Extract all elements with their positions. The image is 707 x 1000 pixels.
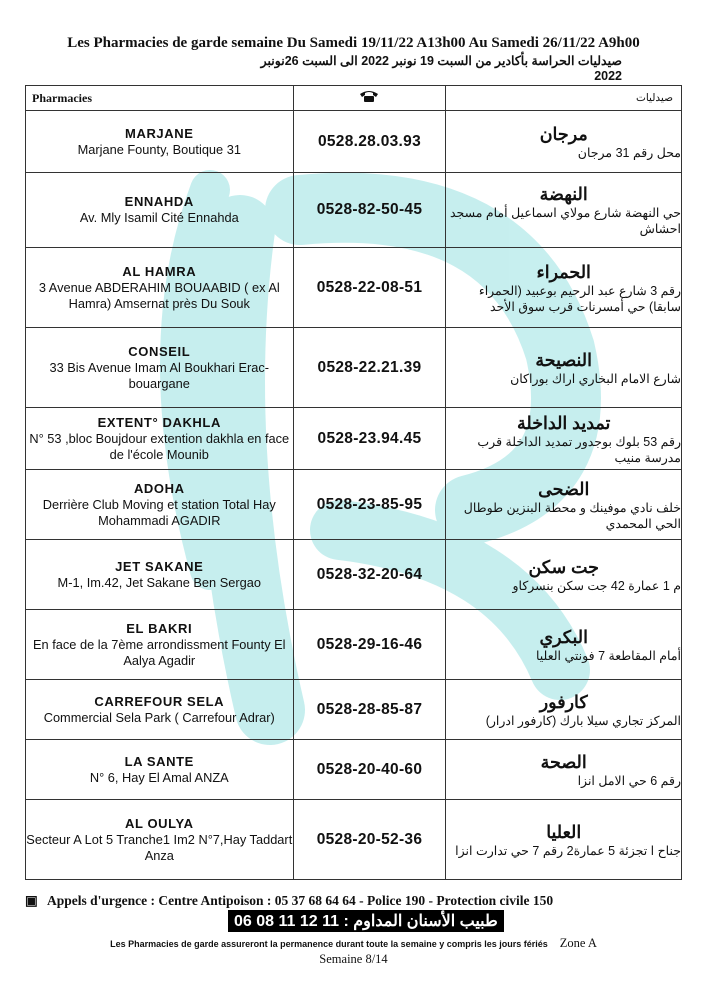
week-label: Semaine 8/14: [319, 952, 388, 966]
column-header-pharmacies: Pharmacies: [26, 86, 294, 111]
table-row: [26, 408, 682, 470]
column-header-ar: صيدليات: [446, 86, 682, 111]
pharmacy-name: AL OULYA: [124, 815, 194, 831]
pharmacy-name-ar: الصحة: [540, 751, 587, 772]
table-row: [26, 740, 682, 800]
pharmacy-phone: 0528-32-20-64: [293, 540, 446, 610]
pharmacy-name: ADOHA: [133, 480, 185, 496]
pharmacy-address-ar: رقم 6 حي الامل انزا: [577, 773, 681, 788]
pharmacy-cell-fr: [26, 610, 294, 680]
pharmacy-phone: 0528-29-16-46: [293, 610, 446, 680]
pharmacy-cell-ar: [446, 800, 682, 880]
table-row: [26, 610, 682, 680]
pharmacy-name: CARREFOUR SELA: [94, 693, 225, 709]
pharmacy-address-ar: شارع الامام البخاري اراك بوراكان: [510, 371, 681, 386]
pharmacy-phone: 0528-28-85-87: [293, 680, 446, 740]
column-header-phone: [293, 86, 446, 111]
pharmacy-name-ar: البكري: [539, 626, 588, 647]
pharmacy-name-ar: تمديد الداخلة: [517, 412, 611, 433]
pharmacy-cell-ar: [446, 540, 682, 610]
pharmacy-cell-ar: [446, 680, 682, 740]
pharmacy-address-ar: م 1 عمارة 42 جت سكن بنسركاو: [512, 578, 681, 593]
phone-icon: [358, 89, 380, 103]
pharmacy-address-ar: رقم 3 شارع عبد الرحيم بوعبيد (الحمراء سابقا) حي أمسرنات قرب سوق الأحد: [478, 283, 681, 314]
pharmacy-name-ar: جت سكن: [528, 556, 599, 577]
pharmacy-name: EL BAKRI: [126, 620, 193, 636]
pharmacy-name-ar: الحمراء: [536, 261, 591, 282]
table-row: [26, 800, 682, 880]
permanence-note: Les Pharmacies de garde assureront la permanence durant toute la semaine y compris les jours fériés Zone A: [110, 936, 597, 950]
pharmacy-phone: 0528-22-08-51: [293, 248, 446, 328]
pharmacy-address: 33 Bis Avenue Imam Al Boukhari Erac-bouargane: [49, 359, 270, 391]
pharmacy-cell-fr: [26, 328, 294, 408]
table-row: [26, 248, 682, 328]
pharmacy-address: Commercial Sela Park ( Carrefour Adrar): [43, 709, 275, 725]
pharmacy-cell-fr: [26, 540, 294, 610]
pharmacies-table: [25, 85, 682, 880]
table-row: [26, 328, 682, 408]
pharmacy-phone: 0528-20-52-36: [293, 800, 446, 880]
pharmacy-address-ar: محل رقم 31 مرجان: [577, 145, 681, 160]
pharmacy-address: Av. Mly Isamil Cité Ennahda: [79, 210, 239, 225]
pharmacy-name: AL HAMRA: [122, 263, 197, 279]
pharmacy-name: CONSEIL: [128, 343, 191, 359]
pharmacy-name: MARJANE: [125, 125, 194, 141]
pharmacy-cell-ar: [446, 111, 682, 173]
pharmacy-address: N° 6, Hay El Amal ANZA: [89, 769, 229, 785]
dentist-on-call: طبيب الأسنان المداوم : 11 12 11 08 06: [228, 910, 504, 932]
pharmacy-name-ar: الضحى: [538, 478, 590, 499]
pharmacy-phone: 0528.28.03.93: [293, 111, 446, 173]
pharmacy-name: ENNAHDA: [124, 194, 194, 209]
pharmacy-address: En face de la 7ème arrondissment Founty El Aalya Agadir: [33, 636, 286, 668]
pharmacy-name-ar: النهضة: [539, 184, 588, 204]
emergency-calls: ▣ Appels d'urgence : Centre Antipoison : 05 37 68 64 64 - Police 190 - Protection civile 150: [25, 893, 554, 908]
header-title-ar: صيدليات الحراسة بأكادير من السبت 19 نونبر 2022 الى السبت 26نونبر: [260, 54, 622, 68]
pharmacy-name-ar: العليا: [546, 821, 582, 842]
pharmacy-address: Derrière Club Moving et station Total Hay Mohammadi AGADIR: [42, 496, 276, 528]
pharmacy-cell-ar: [446, 470, 682, 540]
pharmacy-address-ar: خلف نادي موفينك و محطة البنزين طوطال الحي المحمدي: [463, 500, 681, 531]
pharmacy-name-ar: كارفور: [539, 691, 588, 712]
pharmacy-address: Secteur A Lot 5 Tranche1 Im2 N°7,Hay Taddart Anza: [26, 831, 293, 863]
pharmacy-cell-ar: [446, 610, 682, 680]
pharmacy-address: M-1, Im.42, Jet Sakane Ben Sergao: [57, 574, 261, 590]
pharmacy-cell-fr: [26, 470, 294, 540]
pharmacy-cell-ar: [446, 328, 682, 408]
pharmacy-name-ar: النصيحة: [535, 349, 593, 370]
pharmacy-cell-ar: [446, 248, 682, 328]
pharmacy-name-ar: مرجان: [539, 123, 588, 144]
pharmacy-address: Marjane Founty, Boutique 31: [77, 141, 241, 157]
zone-label: Zone A: [559, 936, 597, 950]
fax-icon: ▣: [25, 893, 38, 908]
pharmacy-cell-fr: [26, 408, 294, 470]
table-row: [26, 540, 682, 610]
table-row: [26, 173, 682, 248]
pharmacy-phone: 0528-20-40-60: [293, 740, 446, 800]
pharmacy-phone: 0528-82-50-45: [293, 173, 446, 248]
table-row: [26, 470, 682, 540]
header-title-ar-year: 2022: [594, 69, 622, 83]
pharmacy-cell-fr: [26, 800, 294, 880]
pharmacy-address-ar: أمام المقاطعة 7 فونتي العليا: [535, 648, 681, 663]
header-title-fr: Les Pharmacies de garde semaine Du Samedi 19/11/22 A13h00 Au Samedi 26/11/22 A9h00: [67, 35, 640, 51]
pharmacy-name: JET SAKANE: [115, 558, 204, 574]
pharmacy-address: 3 Avenue ABDERAHIM BOUAABID ( ex Al Hamra) Amsernat près Du Souk: [38, 279, 280, 311]
pharmacy-address-ar: المركز تجاري سيلا بارك (كارفور ادرار): [485, 713, 681, 728]
pharmacy-name: EXTENT° DAKHLA: [97, 414, 221, 430]
pharmacy-address: N° 53 ,bloc Boujdour extention dakhla en face de l'école Mounib: [29, 430, 290, 462]
pharmacy-cell-fr: [26, 173, 294, 248]
pharmacy-cell-ar: [446, 740, 682, 800]
pharmacy-cell-ar: [446, 173, 682, 248]
pharmacy-phone: 0528-22.21.39: [293, 328, 446, 408]
pharmacy-phone: 0528-23.94.45: [293, 408, 446, 470]
pharmacy-cell-fr: [26, 248, 294, 328]
pharmacy-cell-fr: [26, 680, 294, 740]
pharmacy-address-ar: جناح ا تجزئة 5 عمارة2 رقم 7 حي تدارت انزا: [455, 843, 681, 858]
pharmacy-cell-fr: [26, 740, 294, 800]
pharmacy-name: LA SANTE: [124, 753, 194, 769]
pharmacy-cell-fr: [26, 111, 294, 173]
pharmacy-address-ar: رقم 53 بلوك بوجدور تمديد الداخلة قرب مدرسة منيب: [477, 434, 681, 465]
pharmacy-phone: 0528-23-85-95: [293, 470, 446, 540]
pharmacy-address-ar: حي النهضة شارع مولاي اسماعيل أمام مسجد احشاش: [449, 206, 681, 236]
pharmacy-cell-ar: [446, 408, 682, 470]
table-row: [26, 111, 682, 173]
table-row: [26, 680, 682, 740]
